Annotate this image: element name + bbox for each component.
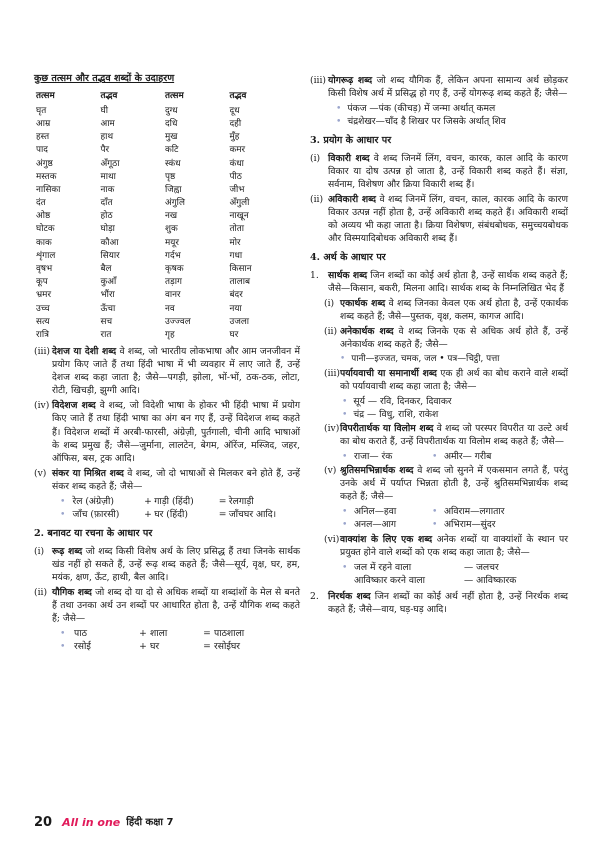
desaj-item bbox=[34, 345, 300, 397]
table-row bbox=[36, 184, 294, 197]
nirarthak-text: जिन शब्दों का कोई अर्थ नहीं होता है, उन्हें निरर्थक शब्द कहते हैं; जैसे—वाय, घड़-घड़ आदि। bbox=[328, 590, 569, 615]
rudh-text: जो शब्द किसी विशेष अर्थ के लिए प्रसिद्ध हैं तथा जिनके सार्थक खंड नहीं हो सकते हैं, उन्हें रूढ़ शब्द कहते हैं; जैसे—सूर्य, वृक्ष, घर, हम, मयंक, क्षण, ऊँट, हाथी, बैल आदि। bbox=[52, 545, 301, 583]
table-cell: किसान bbox=[229, 264, 252, 275]
table-cell: स्कंध bbox=[165, 158, 181, 169]
ekarthak-text: वे शब्द जिनका केवल एक अर्थ होता है, उन्हें एकार्थक शब्द कहते हैं; जैसे—पुस्तक, वृक्ष, कलम, कागज आदि। bbox=[340, 298, 569, 323]
bullet-icon: • bbox=[342, 519, 348, 531]
table-cell: तड़ाग bbox=[165, 277, 182, 288]
table-cell: अंगुष्ठ bbox=[36, 158, 53, 169]
table-cell: वानर bbox=[165, 290, 181, 301]
example-part: पाठ bbox=[74, 627, 87, 639]
table-cell: मोर bbox=[229, 237, 241, 248]
example-text: पानी—इज्जत, चमक, जल • पत्र—चिट्ठी, पत्ता bbox=[351, 354, 500, 365]
nirarthak-item bbox=[310, 590, 568, 616]
yogrudh-item bbox=[310, 74, 568, 100]
table-row bbox=[36, 158, 294, 171]
example-part: जाँच (फ़ारसी) bbox=[72, 508, 120, 520]
table-row bbox=[36, 250, 294, 263]
left-column bbox=[34, 70, 300, 653]
example-result: रेलगाड़ी bbox=[228, 495, 254, 507]
example-text: अविराम—लगातार bbox=[444, 506, 505, 518]
ekarthak-item bbox=[324, 297, 568, 323]
table-cell: दंत bbox=[36, 198, 46, 209]
vilom-item bbox=[324, 422, 568, 448]
table-cell: हस्त bbox=[36, 132, 50, 143]
sankar-example bbox=[34, 508, 300, 521]
vilom-text: वे शब्द जो परस्पर विपरीत या उल्टे अर्थ का बोध कराते हैं, उन्हें विपरीतार्थक या विलोम शब्द कहते हैं; जैसे— bbox=[340, 423, 569, 448]
example-text: आविष्कार करने वाला bbox=[354, 574, 425, 586]
table-row bbox=[36, 303, 294, 316]
example-operator: = bbox=[203, 641, 211, 653]
table-row bbox=[36, 171, 294, 184]
section2-title: 2. बनावट या रचना के आधार पर bbox=[34, 527, 153, 539]
example-text: अनिल—हवा bbox=[354, 506, 397, 518]
page-number: 20 bbox=[34, 814, 53, 830]
item-number: 2. bbox=[310, 590, 319, 602]
bullet-icon: • bbox=[336, 103, 342, 115]
term-sankar: संकर या मिश्रित शब्द bbox=[52, 467, 124, 479]
yogrudh-example bbox=[310, 115, 568, 128]
bullet-icon: • bbox=[432, 519, 438, 531]
table-cell: दूध bbox=[229, 105, 240, 116]
table-cell: बंदर bbox=[229, 290, 243, 301]
term-yaugik: यौगिक शब्द bbox=[52, 586, 92, 598]
table-cell: उज्ज्वल bbox=[165, 316, 191, 327]
term-vakyansh: वाक्यांश के लिए एक शब्द bbox=[340, 533, 433, 545]
table-cell: आम bbox=[100, 118, 115, 129]
table-row bbox=[36, 197, 294, 210]
term-paryay: पर्यायवाची या समानार्थी शब्द bbox=[340, 367, 437, 379]
bullet-icon: • bbox=[340, 354, 346, 365]
item-number: (iii) bbox=[324, 367, 340, 379]
example-text: अमीर— गरीब bbox=[444, 451, 492, 463]
yaugik-example bbox=[34, 627, 300, 640]
examples-title: कुछ तत्सम और तद्भव शब्दों के उदाहरण bbox=[34, 73, 175, 84]
table-cell: ओष्ठ bbox=[36, 211, 51, 222]
term-ekarthak: एकार्थक शब्द bbox=[340, 298, 386, 310]
table-cell: सत्य bbox=[36, 316, 50, 327]
table-cell: मस्तक bbox=[36, 171, 57, 182]
example-text: — जलचर bbox=[464, 561, 499, 573]
bullet-icon: • bbox=[60, 641, 66, 653]
table-cell: दही bbox=[229, 118, 242, 129]
table-cell: सच bbox=[100, 316, 113, 327]
term-avikari: अविकारी शब्द bbox=[328, 194, 377, 206]
book-title: हिंदी कक्षा 7 bbox=[126, 816, 174, 828]
table-header: तद्भव bbox=[100, 90, 118, 101]
paryay-text: एक ही अर्थ का बोध कराने वाले शब्दों को पर्यायवाची शब्द कहा जाता है; जैसे— bbox=[340, 367, 568, 392]
example-text: अभिराम—सुंदर bbox=[444, 519, 496, 531]
example-result: जाँचघर आदि। bbox=[228, 508, 277, 520]
tatsam-tadbhav-table bbox=[36, 90, 294, 343]
vilom-example bbox=[324, 450, 568, 463]
table-cell: पैर bbox=[100, 145, 110, 156]
sankar-example bbox=[34, 495, 300, 508]
bullet-icon: • bbox=[342, 408, 348, 420]
example-text: सूर्य — रवि, दिनकर, दिवाकर bbox=[353, 395, 452, 407]
table-cell: जिह्वा bbox=[165, 184, 182, 195]
section3-title: 3. प्रयोग के आधार पर bbox=[310, 135, 392, 147]
table-cell: कूप bbox=[36, 277, 48, 288]
example-operator: + bbox=[139, 641, 147, 653]
table-cell: कुआँ bbox=[100, 277, 117, 288]
sarthak-subtypes bbox=[310, 297, 568, 587]
bullet-icon: • bbox=[342, 561, 348, 573]
table-cell: रात bbox=[100, 329, 112, 340]
item-number: (v) bbox=[34, 467, 47, 479]
table-cell: नव bbox=[165, 303, 175, 314]
item-number: (iii) bbox=[310, 75, 326, 86]
table-cell: शुक bbox=[165, 224, 178, 235]
term-desaj: देशज या देशी शब्द bbox=[52, 346, 117, 358]
table-row bbox=[36, 223, 294, 236]
example-text: — आविष्कारक bbox=[464, 574, 517, 586]
term-vilom: विपरीतार्थक या विलोम शब्द bbox=[340, 423, 434, 435]
example-part: शाला bbox=[150, 627, 168, 639]
table-row bbox=[36, 131, 294, 144]
table-cell: अंगुलि bbox=[165, 198, 185, 209]
example-operator: = bbox=[203, 627, 211, 639]
table-cell: उजला bbox=[229, 316, 250, 327]
table-cell: नख bbox=[165, 211, 178, 222]
table-cell: गधा bbox=[229, 250, 243, 261]
term-nirarthak: निरर्थक शब्द bbox=[328, 590, 371, 602]
table-cell: नया bbox=[229, 303, 242, 314]
table-header: तद्भव bbox=[229, 90, 247, 101]
table-cell: माथा bbox=[100, 171, 116, 182]
item-number: (iii) bbox=[34, 346, 50, 358]
item-number: (i) bbox=[310, 152, 321, 164]
brand-logo: All in one bbox=[62, 816, 121, 830]
item-number: (vi) bbox=[324, 533, 340, 545]
table-cell: तालाब bbox=[229, 277, 251, 288]
table-cell: उच्च bbox=[36, 303, 50, 314]
shruti-example bbox=[324, 518, 568, 531]
table-cell: जीभ bbox=[229, 184, 245, 195]
example-text: पंकज —पंक (कीचड़) में जन्मा अर्थात् कमल bbox=[347, 103, 496, 115]
table-cell: हाथ bbox=[100, 132, 114, 143]
videshaj-text: वे शब्द, जो विदेशी भाषा के होकर भी हिंदी भाषा में प्रयोग किए जाते हैं तथा हिंदी भाषा का अंग बन गए हैं, उन्हें विदेशज शब्द कहते हैं। विदेशज शब्दों में अरबी-फारसी, अंग्रेज़ी, पुर्तगाली, चीनी आदि भाषाओं के शब्द प्रमुख हैं; जैसे—जुर्माना, लालटेन, बेगम, ऑरेंज, मस्जिद, जहर, ऑफिस, बस, ट्रक आदि। bbox=[52, 400, 300, 464]
table-row bbox=[36, 276, 294, 289]
example-part: घर (हिंदी) bbox=[154, 508, 188, 520]
table-cell: होठ bbox=[100, 211, 113, 222]
table-cell: दुग्ध bbox=[165, 105, 178, 116]
shruti-item bbox=[324, 464, 568, 503]
table-header-row bbox=[36, 90, 294, 105]
table-cell: अँगूठा bbox=[100, 158, 120, 169]
anekarthak-text: वे शब्द जिनके एक से अधिक अर्थ होते हैं, उन्हें अनेकार्थक शब्द कहते हैं; जैसे— bbox=[340, 326, 568, 351]
item-number: (ii) bbox=[310, 194, 324, 206]
example-text: जल में रहने वाला bbox=[354, 561, 412, 573]
table-row bbox=[36, 144, 294, 157]
table-cell: मुँह bbox=[229, 132, 240, 143]
table-row bbox=[36, 263, 294, 276]
bullet-icon: • bbox=[342, 506, 348, 518]
anekarthak-example bbox=[324, 353, 568, 365]
vakyansh-text: अनेक शब्दों या वाक्यांशों के स्थान पर प्रयुक्त होने वाले शब्दों को एक शब्द कहा जाता है; जैसे— bbox=[340, 533, 569, 558]
table-row bbox=[36, 329, 294, 342]
example-operator: = bbox=[218, 508, 227, 520]
example-operator: = bbox=[218, 495, 227, 507]
table-header: तत्सम bbox=[165, 90, 184, 101]
vikari-item bbox=[310, 152, 568, 191]
sarthak-text: जिन शब्दों का कोई अर्थ होता है, उन्हें सार्थक शब्द कहते हैं; जैसे—किसान, बकरी, मिलना आदि। सार्थक शब्द के निम्नलिखित भेद हैं bbox=[328, 269, 569, 294]
example-part: रसोई bbox=[74, 641, 91, 653]
table-cell: गर्दभ bbox=[165, 250, 181, 261]
table-cell: घोड़ा bbox=[100, 224, 115, 235]
bullet-icon: • bbox=[60, 495, 66, 507]
table-cell: अँगुली bbox=[229, 198, 250, 209]
sarthak-item bbox=[310, 269, 568, 295]
term-rudh: रूढ़ शब्द bbox=[52, 545, 83, 557]
vakyansh-item bbox=[324, 533, 568, 559]
table-cell: भ्रमर bbox=[36, 290, 52, 301]
example-operator: + bbox=[144, 508, 152, 520]
example-part: गाड़ी (हिंदी) bbox=[154, 495, 194, 507]
rudh-item bbox=[34, 545, 300, 584]
example-text: चंद्र — विधु, राशि, राकेश bbox=[353, 408, 439, 420]
term-yogrudh: योगरूढ़ शब्द bbox=[328, 75, 373, 86]
shruti-text: वे शब्द जो सुनने में एकसमान लगते हैं, परंतु उनके अर्थ में पर्याप्त भिन्नता होती है, उन्हें श्रुतिसमभिन्नार्थक शब्द कहते हैं; जैसे— bbox=[340, 465, 568, 503]
example-text: चंद्रशेखर—चाँद है शिखर पर जिसके अर्थात् शिव bbox=[347, 116, 506, 128]
item-number: (v) bbox=[324, 465, 337, 477]
table-body bbox=[36, 105, 294, 342]
vakyansh-example bbox=[324, 561, 568, 574]
sankar-item bbox=[34, 467, 300, 493]
example-result: पाठशाला bbox=[214, 627, 245, 639]
section4-title: 4. अर्थ के आधार पर bbox=[310, 252, 386, 264]
item-number: (i) bbox=[324, 298, 335, 310]
table-cell: कृषक bbox=[165, 264, 184, 275]
table-row bbox=[36, 316, 294, 329]
example-part: घर bbox=[150, 641, 160, 653]
yaugik-item bbox=[34, 586, 300, 625]
yaugik-text: जो शब्द दो या दो से अधिक शब्दों या शब्दांशों के मेल से बनते हैं तथा उनका अर्थ उन शब्दों पर आधारित होता है, उन्हें यौगिक शब्द कहते हैं; जैसे— bbox=[52, 586, 300, 624]
table-cell: नाक bbox=[100, 184, 115, 195]
table-cell: कंधा bbox=[229, 158, 244, 169]
table-cell: कौआ bbox=[100, 237, 119, 248]
example-result: रसोईघर bbox=[214, 641, 241, 653]
term-anekarthak: अनेकार्थक शब्द bbox=[340, 326, 394, 338]
item-number: (i) bbox=[34, 545, 45, 557]
yogrudh-example bbox=[310, 102, 568, 115]
table-cell: दधि bbox=[165, 118, 178, 129]
shruti-example bbox=[324, 505, 568, 518]
example-text: अनल—आग bbox=[354, 519, 397, 531]
table-cell: मुख bbox=[165, 132, 178, 143]
table-cell: भौंरा bbox=[100, 290, 115, 301]
table-cell: पीठ bbox=[229, 171, 242, 182]
item-number: 1. bbox=[310, 269, 319, 281]
paryay-item bbox=[324, 367, 568, 393]
videshaj-item bbox=[34, 399, 300, 464]
table-cell: कमर bbox=[229, 145, 246, 156]
table-row bbox=[36, 210, 294, 223]
example-operator: + bbox=[139, 627, 147, 639]
bullet-icon: • bbox=[342, 451, 348, 463]
desaj-text: वे शब्द, जो भारतीय लोकभाषा और आम जनजीवन में प्रयोग किए जाते हैं तथा हिंदी भाषा में भी व्यवहार में लाए जाते हैं, उन्हें देशज शब्द कहा जाता है; जैसे—पगड़ी, झोला, भों-भों, ठक-ठक, लोटा, रोटी, खिचड़ी, झुग्गी आदि। bbox=[52, 346, 301, 397]
table-cell: नासिका bbox=[36, 184, 61, 195]
table-cell: घृत bbox=[36, 105, 47, 116]
table-cell: आम्र bbox=[36, 118, 51, 129]
table-cell: कटि bbox=[165, 145, 179, 156]
table-cell: तोता bbox=[229, 224, 245, 235]
table-cell: रात्रि bbox=[36, 329, 50, 340]
page-footer bbox=[34, 814, 574, 832]
bullet-icon: • bbox=[60, 627, 66, 639]
item-number: (ii) bbox=[324, 326, 338, 338]
bullet-icon: • bbox=[336, 116, 342, 128]
table-cell: दाँत bbox=[100, 198, 113, 209]
table-cell: गृह bbox=[165, 329, 175, 340]
yogrudh-text: जो शब्द यौगिक हैं, लेकिन अपना सामान्य अर्थ छोड़कर किसी विशेष अर्थ में प्रसिद्ध हो गए हैं, उन्हें योगरूढ़ शब्द कहते हैं; जैसे— bbox=[328, 75, 569, 100]
sankar-text: वे शब्द, जो दो भाषाओं से मिलकर बने होते हैं, उन्हें संकर शब्द कहते हैं; जैसे— bbox=[52, 467, 300, 492]
table-cell: ऊँचा bbox=[100, 303, 116, 314]
table-row bbox=[36, 237, 294, 250]
table-cell: बैल bbox=[100, 264, 112, 275]
bullet-icon: • bbox=[432, 506, 438, 518]
right-column bbox=[310, 74, 568, 618]
paryay-example bbox=[324, 408, 568, 421]
item-number: (iv) bbox=[324, 423, 340, 435]
table-row bbox=[36, 105, 294, 118]
anekarthak-item bbox=[324, 325, 568, 351]
term-sarthak: सार्थक शब्द bbox=[328, 269, 368, 281]
term-shruti: श्रुतिसमभिन्नार्थक शब्द bbox=[340, 465, 414, 477]
example-operator: + bbox=[144, 495, 152, 507]
item-number: (iv) bbox=[34, 400, 50, 412]
table-cell: सियार bbox=[100, 250, 120, 261]
vikari-text: वे शब्द जिनमें लिंग, वचन, कारक, काल आदि के कारण विकार या दोष उत्पन्न हो जाता है, उन्हें विकारी शब्द कहते हैं। संज्ञा, सर्वनाम, विशेषण और क्रिया विकारी शब्द हैं। bbox=[328, 152, 569, 190]
table-cell: घर bbox=[229, 329, 239, 340]
yaugik-example bbox=[34, 640, 300, 653]
table-cell: नाखून bbox=[229, 211, 249, 222]
bullet-icon: • bbox=[60, 508, 66, 520]
table-cell: वृषभ bbox=[36, 264, 53, 275]
table-row bbox=[36, 289, 294, 302]
item-number: (ii) bbox=[34, 586, 48, 598]
table-header: तत्सम bbox=[36, 90, 55, 101]
vakyansh-example bbox=[324, 574, 568, 587]
table-cell: घी bbox=[100, 105, 108, 116]
term-vikari: विकारी शब्द bbox=[328, 152, 370, 164]
table-cell: पाद bbox=[36, 145, 48, 156]
table-cell: घोटक bbox=[36, 224, 55, 235]
bullet-icon: • bbox=[432, 451, 438, 463]
term-videshaj: विदेशज शब्द bbox=[52, 400, 96, 412]
table-cell: काक bbox=[36, 237, 52, 248]
example-text: राजा— रंक bbox=[354, 451, 393, 463]
table-cell: मयूर bbox=[165, 237, 179, 248]
avikari-text: वे शब्द जिनमें लिंग, वचन, काल, कारक आदि के कारण विकार उत्पन्न नहीं होता है, उन्हें अविकारी शब्द कहते हैं। अविकारी शब्दों को अव्यय भी कहा जाता है। क्रिया विशेषण, संबंधबोधक, समुच्चयबोधक और विस्मयादिबोधक अविकारी शब्द हैं। bbox=[328, 194, 568, 245]
bullet-icon: • bbox=[342, 395, 348, 407]
paryay-example bbox=[324, 395, 568, 408]
table-row bbox=[36, 118, 294, 131]
table-cell: शृंगाल bbox=[36, 250, 56, 261]
table-cell: पृष्ठ bbox=[165, 171, 176, 182]
example-part: रेल (अंग्रेज़ी) bbox=[72, 495, 114, 507]
avikari-item bbox=[310, 193, 568, 245]
